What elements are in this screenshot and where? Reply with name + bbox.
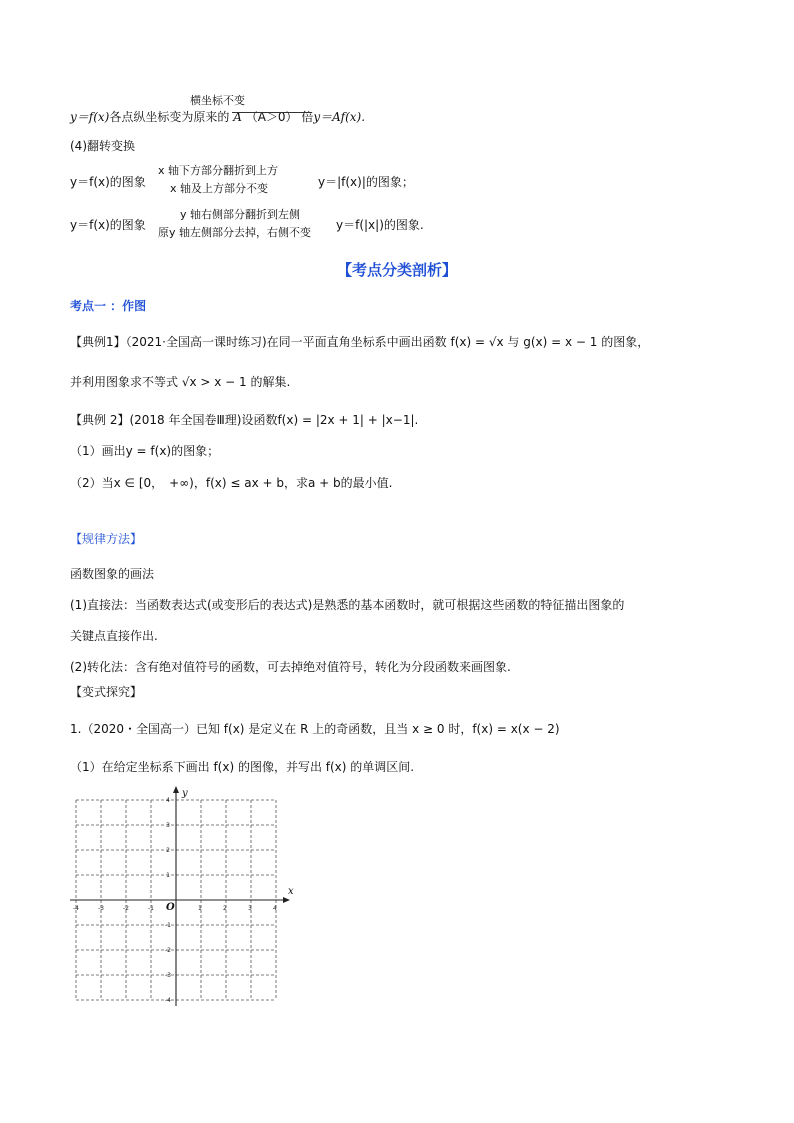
x-axis-arrow (283, 897, 290, 903)
example1-line2: 并利用图象求不等式 √x > x − 1 的解集. (70, 375, 291, 389)
x-tick-label: -2 (123, 905, 129, 912)
flip1-right: y＝|f(x)|的图象； (318, 175, 414, 189)
flip1-below: x 轴及上方部分不变 (170, 182, 269, 195)
method-sub: 函数图象的画法 (70, 567, 155, 581)
variant-q1: 1.（2020・全国高一）已知 f(x) 是定义在 R 上的奇函数，且当 x ≥ 0 时，f(x) = x(x − 2) (70, 722, 560, 736)
y-tick-label: -4 (165, 997, 171, 1004)
variant-q1-1: （1）在给定坐标系下画出 f(x) 的图像，并写出 f(x) 的单调区间. (70, 760, 415, 774)
transform-left: y＝f(x) (70, 110, 110, 124)
method-heading: 【规律方法】 (70, 532, 143, 546)
origin-label: O (166, 902, 175, 913)
transform-middle: 各点纵坐标变为原来的 (109, 110, 230, 124)
axes (70, 786, 290, 1006)
x-tick-label: 3 (248, 905, 252, 912)
method-p2: (2)转化法：含有绝对值符号的函数，可去掉绝对值符号，转化为分段函数来画图象. (70, 660, 511, 674)
example2-line3: （2）当x ∈ [0， +∞)，f(x) ≤ ax + b，求a + b的最小值. (70, 476, 393, 490)
y-tick-label: 1 (166, 872, 170, 879)
example2-line2: （1）画出y = f(x)的图象； (70, 444, 220, 458)
example2-line1: 【典例 2】(2018 年全国卷Ⅲ理)设函数f(x) = |2x + 1| + |x−1|. (70, 413, 419, 427)
flip1-left: y＝f(x)的图象 (70, 175, 146, 189)
flip2-below-prefix: 原 (158, 226, 169, 239)
transform-line (70, 108, 365, 125)
y-tick-label: -1 (165, 922, 171, 929)
y-axis-arrow (173, 786, 179, 793)
x-tick-label: -3 (98, 905, 104, 912)
flip2-above: y 轴右侧部分翻折到左侧 (180, 208, 301, 221)
x-tick-label: 1 (198, 905, 202, 912)
kaodian-label: 考点一 ：作图 (70, 299, 147, 313)
flip-heading: (4)翻转变换 (70, 139, 135, 153)
y-tick-label: 2 (166, 847, 170, 854)
y-tick-label: 4 (166, 797, 170, 804)
y-tick-label: -2 (165, 947, 171, 954)
x-tick-label: -1 (148, 905, 154, 912)
transform-cond: （A＞0） (245, 110, 298, 124)
flip1-above: x 轴下方部分翻折到上方 (158, 164, 279, 177)
flip2-below: y 轴左侧部分去掉，右侧不变 (169, 226, 312, 239)
variant-heading: 【变式探究】 (70, 685, 143, 699)
y-axis-label: y (182, 788, 188, 799)
transform-right: y＝Af(x). (313, 110, 366, 124)
transform-above-label: 横坐标不变 (190, 94, 245, 107)
tick-labels (73, 788, 294, 1004)
x-axis-label: x (288, 886, 294, 897)
flip2-right: y＝f(|x|)的图象. (336, 218, 424, 232)
transform-arrow (232, 112, 312, 113)
method-p1b: 关键点直接作出. (70, 629, 158, 643)
y-tick-label: 3 (166, 822, 170, 829)
method-p1a: (1)直接法：当函数表达式(或变形后的表达式)是熟悉的基本函数时，就可根据这些函数的特征描出图象的 (70, 598, 625, 612)
transform-times: 倍 (301, 110, 314, 124)
section-title: 【考点分类剖析】 (336, 261, 457, 279)
flip2-left: y＝f(x)的图象 (70, 218, 146, 232)
example1-line1: 【典例1】（2021·全国高一课时练习)在同一平面直角坐标系中画出函数 f(x) = √x 与 g(x) = x − 1 的图象， (70, 335, 650, 349)
x-tick-label: 2 (223, 905, 227, 912)
y-tick-label: -3 (165, 972, 171, 979)
coordinate-grid (70, 782, 300, 1012)
x-tick-label: -4 (73, 905, 79, 912)
flip2-below-line (158, 224, 311, 240)
transform-A: A (233, 110, 242, 124)
x-tick-label: 4 (273, 905, 277, 912)
